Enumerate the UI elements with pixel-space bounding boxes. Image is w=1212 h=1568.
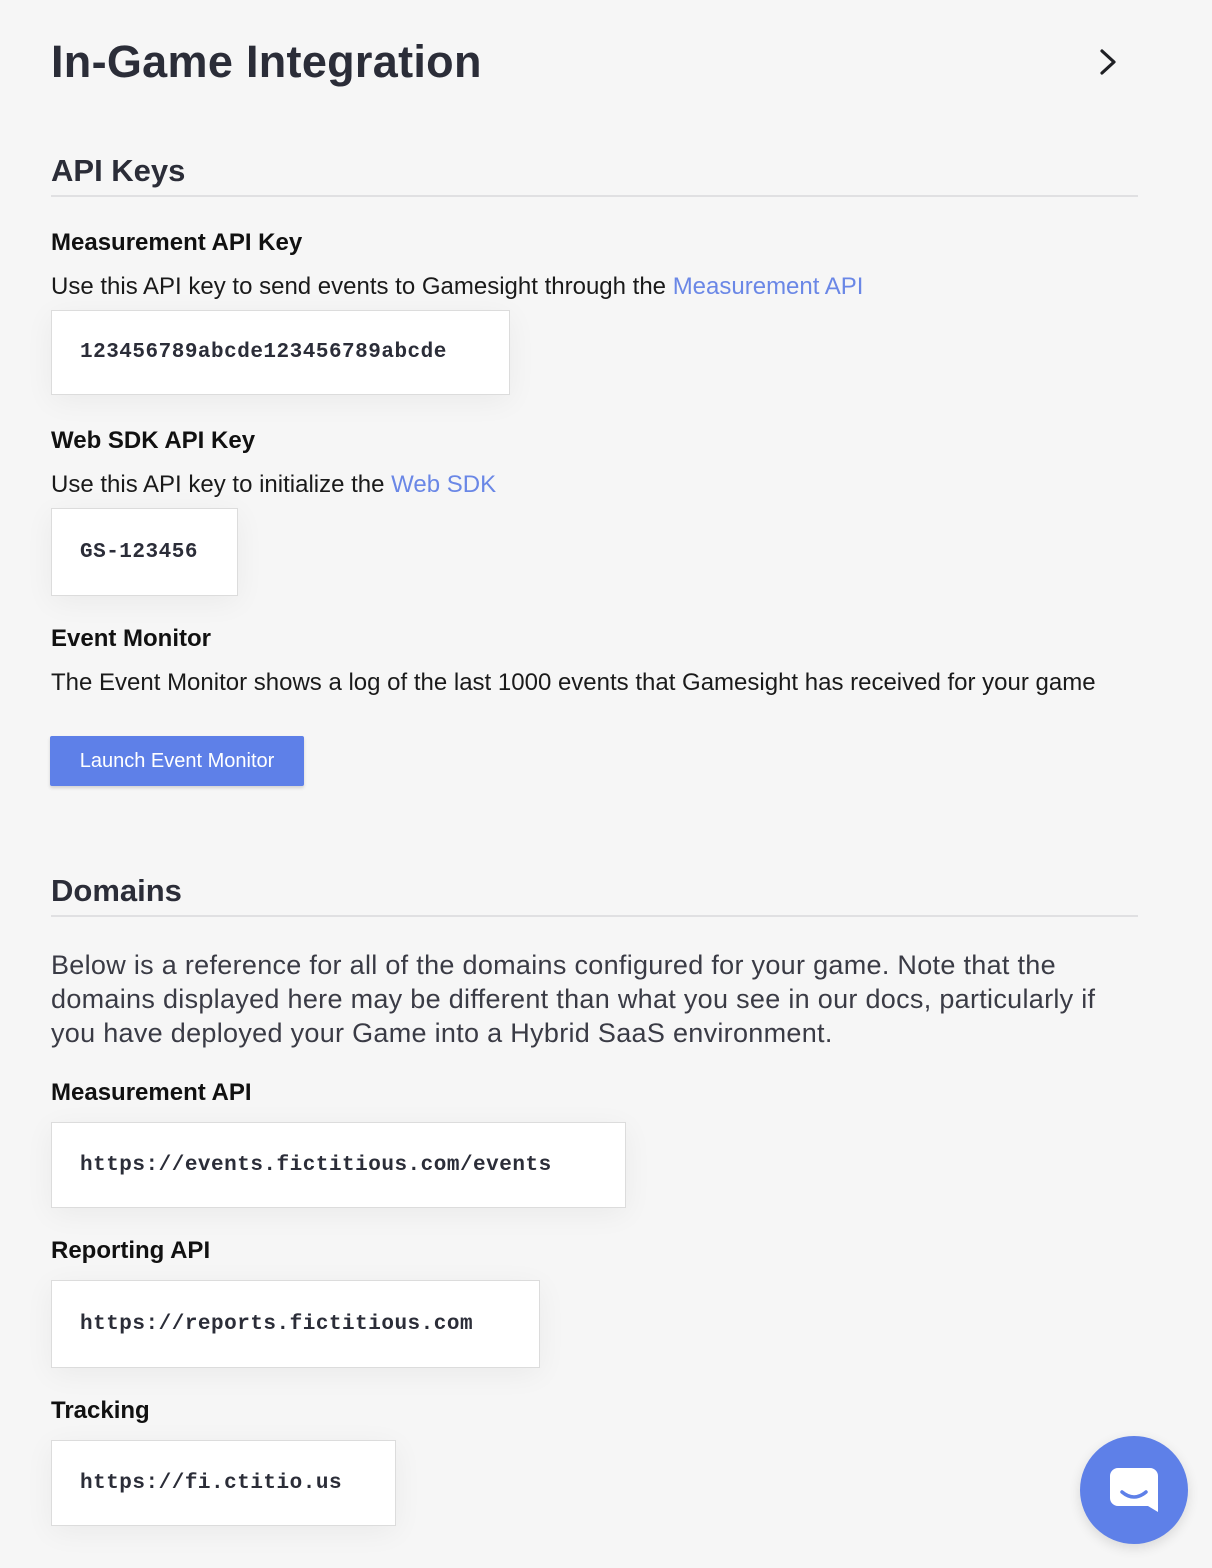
chat-icon [1106, 1464, 1162, 1516]
chat-launcher-button[interactable] [1080, 1436, 1188, 1544]
web-sdk-link[interactable]: Web SDK [391, 471, 497, 498]
web-sdk-api-key-value[interactable]: GS-123456 [51, 508, 238, 596]
reporting-api-domain-label: Reporting API [51, 1237, 211, 1264]
measurement-api-link[interactable]: Measurement API [672, 273, 864, 300]
reporting-api-domain-value[interactable]: https://reports.fictitious.com [51, 1280, 540, 1368]
event-monitor-description: The Event Monitor shows a log of the last 1000 events that Gamesight has received for your game [51, 669, 1096, 696]
measurement-api-key-label: Measurement API Key [51, 229, 303, 256]
divider [51, 195, 1138, 197]
measurement-api-domain-value[interactable]: https://events.fictitious.com/events [51, 1122, 626, 1208]
section-title-domains: Domains [51, 873, 182, 908]
description-text: Use this API key to send events to Gamesight through the [51, 273, 673, 300]
tracking-domain-value[interactable]: https://fi.ctitio.us [51, 1440, 396, 1526]
divider [51, 915, 1138, 917]
web-sdk-api-key-label: Web SDK API Key [51, 427, 256, 454]
measurement-api-domain-label: Measurement API [51, 1079, 252, 1106]
measurement-api-key-value[interactable]: 123456789abcde123456789abcde [51, 310, 510, 395]
description-text: Use this API key to initialize the [51, 471, 392, 498]
web-sdk-api-key-description [51, 470, 496, 500]
domains-description: Below is a reference for all of the domains configured for your game. Note that the domains displayed here may be different than what you see in our docs, particularly if you have deployed your Game into a Hybrid SaaS environment. [51, 950, 1096, 1048]
chevron-right-icon[interactable] [1094, 46, 1122, 78]
event-monitor-label: Event Monitor [51, 625, 211, 652]
tracking-domain-label: Tracking [51, 1397, 150, 1424]
measurement-api-key-description [51, 272, 863, 302]
launch-event-monitor-button[interactable]: Launch Event Monitor [50, 736, 304, 786]
page-title: In-Game Integration [51, 36, 482, 87]
section-title-api-keys: API Keys [51, 153, 186, 188]
